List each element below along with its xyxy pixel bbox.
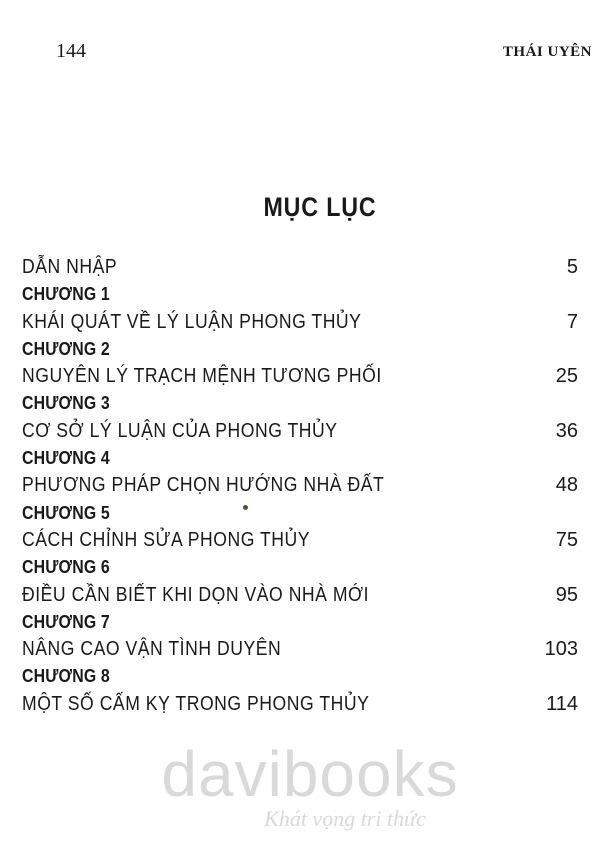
toc-chapter-heading-7	[22, 609, 578, 636]
watermark	[160, 738, 460, 832]
page-number: 144	[56, 40, 86, 62]
toc-chapter-heading-8	[22, 663, 578, 690]
toc-entry-label: NÂNG CAO VẬN TÌNH DUYÊN	[22, 638, 282, 661]
toc-row-chapter-8	[22, 691, 578, 718]
toc-entry-page: 36	[555, 419, 578, 442]
page-title: MỤC LỤC	[263, 192, 377, 222]
scan-speck	[243, 505, 248, 510]
chapter-label: CHƯƠNG 1	[22, 284, 110, 305]
toc-row-chapter-6	[22, 582, 578, 609]
chapter-label: CHƯƠNG 2	[22, 338, 110, 359]
chapter-label: CHƯƠNG 6	[22, 557, 110, 578]
toc-row-chapter-4	[22, 472, 578, 499]
toc-entry-label: KHÁI QUÁT VỀ LÝ LUẬN PHONG THỦY	[22, 310, 362, 333]
toc-chapter-heading-2	[22, 336, 578, 363]
toc-entry-label: ĐIỀU CẦN BIẾT KHI DỌN VÀO NHÀ MỚI	[22, 583, 370, 606]
toc-entry-page: 95	[555, 583, 578, 606]
toc-entry-page: 114	[546, 692, 578, 715]
toc-row-chapter-7	[22, 636, 578, 663]
watermark-slogan: Khát vọng tri thức	[264, 806, 426, 831]
toc-entry-label: CÁCH CHỈNH SỬA PHONG THỦY	[22, 528, 311, 551]
chapter-label: CHƯƠNG 7	[22, 611, 110, 632]
toc-entry-page: 7	[566, 310, 578, 333]
toc-row-chapter-1	[22, 309, 578, 336]
toc-chapter-heading-5	[22, 500, 578, 527]
chapter-label: CHƯƠNG 4	[22, 448, 110, 469]
table-of-contents	[22, 254, 578, 718]
toc-chapter-heading-1	[22, 281, 578, 308]
toc-chapter-heading-4	[22, 445, 578, 472]
toc-entry-page: 75	[555, 528, 578, 551]
toc-entry-page: 5	[566, 256, 578, 278]
toc-row-chapter-3	[22, 418, 578, 445]
toc-chapter-heading-6	[22, 554, 578, 581]
toc-entry-page: 25	[555, 365, 578, 388]
toc-entry-label: CƠ SỞ LÝ LUẬN CỦA PHONG THỦY	[22, 419, 338, 442]
toc-chapter-heading-3	[22, 390, 578, 417]
toc-row-chapter-5	[22, 527, 578, 554]
toc-row-chapter-2	[22, 363, 578, 390]
toc-entry-label: MỘT SỐ CẤM KỴ TRONG PHONG THỦY	[22, 692, 370, 715]
toc-entry-page: 48	[555, 474, 578, 497]
running-header-author: THÁI UYÊN	[502, 44, 592, 60]
chapter-label: CHƯƠNG 8	[22, 666, 110, 687]
toc-entry-label: NGUYÊN LÝ TRẠCH MỆNH TƯƠNG PHỐI	[22, 365, 382, 388]
toc-row-intro	[22, 254, 578, 281]
toc-entry-label: PHƯƠNG PHÁP CHỌN HƯỚNG NHÀ ĐẤT	[22, 474, 385, 497]
toc-entry-label: DẪN NHẬP	[22, 256, 118, 278]
chapter-label: CHƯƠNG 3	[22, 393, 110, 414]
watermark-logo: davibooks	[161, 738, 459, 810]
chapter-label: CHƯƠNG 5	[22, 502, 110, 523]
toc-entry-page: 103	[544, 638, 578, 661]
